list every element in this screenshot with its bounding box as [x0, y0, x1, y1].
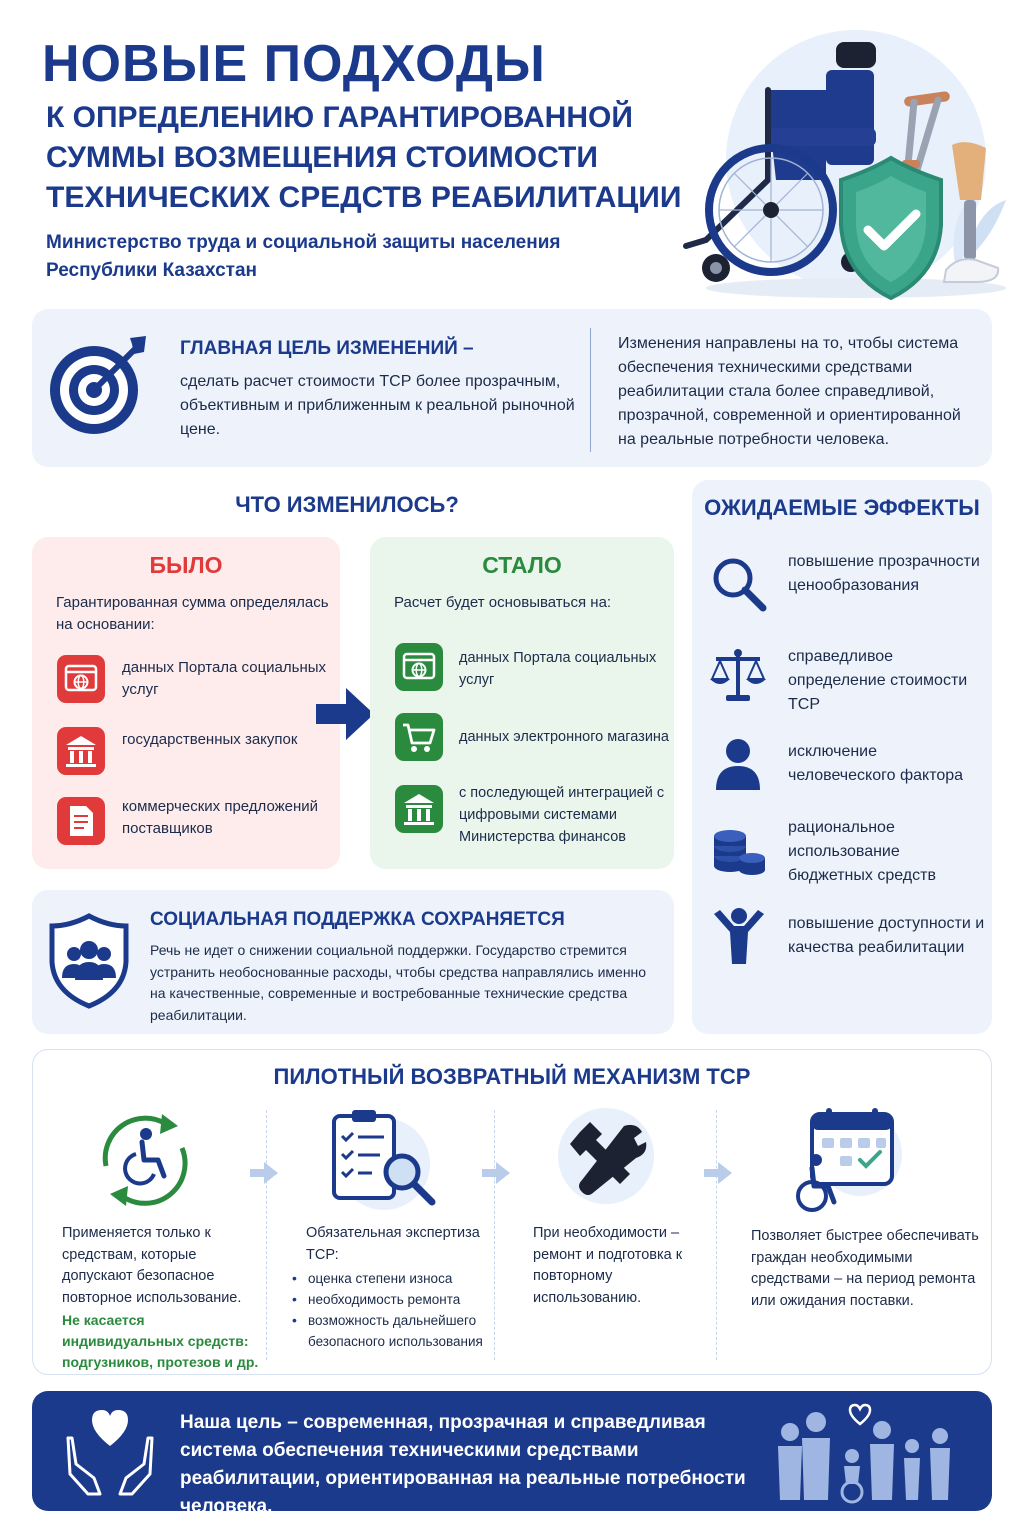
goal-text: сделать расчет стоимости ТСР более прозрачным, объективным и приближенным к реальной рыночной цене. — [180, 373, 575, 438]
effect-item-3: исключение человеческого фактора — [788, 743, 964, 784]
shield-people-icon — [48, 912, 130, 1010]
chevron-right-icon — [480, 1160, 512, 1186]
effect-item-5: повышение доступности и качества реабилитации — [788, 915, 985, 956]
chevron-right-icon — [702, 1160, 734, 1186]
pilot-divider — [716, 1110, 717, 1360]
now-item-1: данных Портала социальных услуг — [459, 650, 657, 688]
document-icon — [56, 796, 106, 846]
family-silhouette-icon — [770, 1400, 976, 1506]
social-text: Речь не идет о снижении социальной поддержки. Государство стремится устранить необоснованные расходы, чтобы средства направлялись именно на качественные, современные и востребованные технические средства реабилитации. — [150, 942, 647, 1023]
effect-item-4: рациональное использование бюджетных средств — [788, 819, 936, 884]
recycle-wheelchair-icon — [86, 1106, 200, 1210]
raised-arms-person-icon — [710, 906, 768, 966]
magnifier-icon — [710, 555, 768, 613]
now-item-3: с последующей интеграцией с цифровыми системами Министерства финансов — [459, 785, 665, 845]
tools-icon — [550, 1108, 660, 1208]
effects-title: ОЖИДАЕМЫЕ ЭФФЕКТЫ — [704, 495, 980, 520]
was-item-2: государственных закупок — [122, 731, 298, 748]
goal-title: ГЛАВНАЯ ЦЕЛЬ ИЗМЕНЕНИЙ – — [180, 338, 474, 359]
now-item-2: данных электронного магазина — [459, 729, 669, 745]
pilot-step2-list — [292, 1268, 488, 1352]
arrow-right-icon — [316, 688, 376, 740]
pilot-step1-note: Не касается индивидуальных средств: подгузников, протезов и др. — [62, 1312, 259, 1370]
web-portal-icon — [394, 642, 444, 692]
pilot-title: ПИЛОТНЫЙ ВОЗВРАТНЫЙ МЕХАНИЗМ ТСР — [273, 1064, 751, 1089]
list-item: • необходимость ремонта — [292, 1289, 488, 1310]
heart-hands-icon — [62, 1408, 158, 1498]
goal-divider — [590, 328, 591, 452]
web-portal-icon — [56, 654, 106, 704]
pilot-step2-text: Обязательная экспертиза ТСР: — [306, 1225, 480, 1263]
pilot-divider — [494, 1110, 495, 1360]
effect-item-1: повышение прозрачности ценообразования — [788, 553, 980, 594]
target-icon — [46, 328, 156, 438]
list-item: • возможность дальнейшего безопасного использования — [292, 1310, 488, 1352]
was-item-3: коммерческих предложений поставщиков — [122, 798, 319, 837]
person-icon — [712, 736, 764, 792]
chevron-right-icon — [248, 1160, 280, 1186]
pilot-step3-text: При необходимости – ремонт и подготовка к повторному использованию. — [533, 1225, 683, 1306]
clipboard-inspection-icon — [322, 1106, 442, 1212]
social-title: СОЦИАЛЬНАЯ ПОДДЕРЖКА СОХРАНЯЕТСЯ — [150, 909, 565, 930]
now-intro: Расчет будет основываться на: — [394, 594, 612, 611]
was-intro: Гарантированная сумма определялась на основании: — [56, 594, 329, 633]
pilot-step1-text: Применяется только к средствам, которые допускают безопасное повторное использование. — [62, 1225, 242, 1306]
hero-illustration — [676, 30, 1006, 300]
was-heading: БЫЛО — [149, 552, 223, 578]
list-item: • оценка степени износа — [292, 1268, 488, 1289]
now-heading: СТАЛО — [482, 552, 562, 578]
calendar-wheelchair-icon — [790, 1104, 908, 1216]
pilot-step4-text: Позволяет быстрее обеспечивать граждан необходимыми средствами – на период ремонта или ожидания поставки. — [751, 1228, 979, 1309]
effect-item-2: справедливое определение стоимости ТСР — [788, 648, 968, 713]
footer-text: Наша цель – современная, прозрачная и справедливая система обеспечения техническими средствами реабилитации, ориентированная на реальные потребности человека. — [180, 1412, 746, 1517]
government-building-icon — [56, 726, 106, 776]
page-subtitle: К ОПРЕДЕЛЕНИЮ ГАРАНТИРОВАННОЙ СУММЫ ВОЗМЕЩЕНИЯ СТОИМОСТИ ТЕХНИЧЕСКИХ СРЕДСТВ РЕАБИЛИТАЦИИ — [46, 101, 682, 214]
changes-title: ЧТО ИЗМЕНИЛОСЬ? — [235, 492, 459, 517]
was-item-1: данных Портала социальных услуг — [122, 659, 327, 698]
page-title: НОВЫЕ ПОДХОДЫ — [42, 35, 546, 93]
coins-icon — [710, 818, 768, 878]
ministry-name: Министерство труда и социальной защиты населения Республики Казахстан — [46, 232, 561, 281]
scales-icon — [708, 645, 768, 705]
pilot-divider — [266, 1110, 267, 1360]
shopping-cart-icon — [394, 712, 444, 762]
government-building-icon — [394, 784, 444, 834]
goal-right-text: Изменения направлены на то, чтобы система обеспечения техническими средствами реабилитации стала более справедливой, прозрачной, современной и ориентированной на реальные потребности человека. — [618, 335, 961, 448]
